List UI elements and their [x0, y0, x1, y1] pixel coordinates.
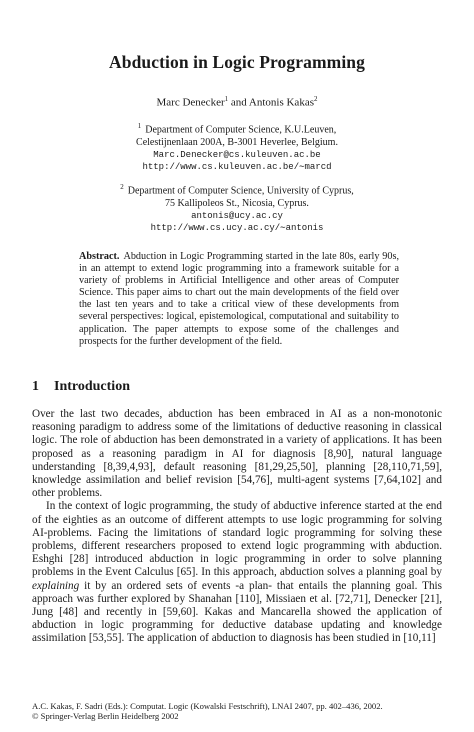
affiliation-email: antonis@ucy.ac.cy: [191, 210, 283, 221]
author-line: [0, 95, 474, 109]
section-number: 1: [32, 379, 39, 394]
affiliation-email: Marc.Denecker@cs.kuleuven.ac.be: [153, 149, 321, 160]
affiliation-line: $^2$ Department of Computer Science, University of Cyprus,: [120, 183, 354, 197]
body-text: [32, 408, 442, 646]
emphasis: explaining: [32, 579, 80, 592]
affiliation-url: http://www.cs.kuleuven.ac.be/∼marcd: [142, 161, 332, 172]
citation-line: A.C. Kakas, F. Sadri (Eds.): Computat. Logic (Kowalski Festschrift), LNAI 2407, pp. 402–436, 2002.: [32, 701, 383, 711]
affiliation-line: 75 Kallipoleos St., Nicosia, Cyprus.: [165, 197, 309, 209]
author-name: Marc Denecker: [156, 96, 225, 109]
paper-title: Abduction in Logic Programming: [109, 52, 365, 72]
page-footer: [32, 701, 452, 722]
affiliation-marker: 2: [120, 183, 124, 191]
affiliation-marker: 2: [313, 95, 318, 103]
affiliation-line: $^1$ Department of Computer Science, K.U.Leuven,: [137, 122, 337, 136]
affiliation-marker: 1: [224, 95, 229, 103]
affiliation-block: [0, 181, 474, 234]
affiliation-block: [0, 120, 474, 173]
abstract-label: Abstract.: [79, 251, 120, 262]
abstract-text: Abduction in Logic Programming started in the late 80s, early 90s, in an attempt to extend logic programming into a framework suitable for a variety of problems in Artificial Intelligence and other areas of Computer Science. This paper aims to chart out the main developments of the field over the last ten years and to take a critical view of these developments from several perspectives: logical, epistemological, computational and suitability to application. The paper attempts to expose some of the challenges and prospects for the further development of the field.: [79, 251, 399, 347]
affiliation-marker: 1: [137, 122, 142, 130]
abstract: [79, 251, 399, 348]
paragraph: Over the last two decades, abduction has been embraced in AI as a non-monotonic reasoning paradigm to address some of the limitations of deductive reasoning in classical logic. The role of abduction has been demonstrated in a variety of applications. It has been proposed as a reasoning paradigm in AI for diagnosis [8,90], natural language understanding [8,39,4,93], default reasoning [81,29,25,50], planning [28,110,71,59], knowledge assimilation and belief revision [54,76], multi-agent systems [7,64,102] and other problems.: [32, 408, 442, 500]
author-conjunction: and: [228, 96, 249, 109]
author-name: Antonis Kakas: [248, 96, 314, 109]
affiliation-url: http://www.cs.ucy.ac.cy/∼antonis: [150, 222, 324, 233]
copyright-line: © Springer-Verlag Berlin Heidelberg 2002: [32, 711, 179, 722]
section-title: Introduction: [54, 379, 130, 394]
paragraph: In the context of logic programming, the study of abductive inference started at the end of the eighties as an outcome of different attempts to use logic programming for solving AI-problems. Facing the limitations of standard logic programming for solving these problems, different researchers proposed to extend logic programming with abduction. Eshghi [28] introduced abduction in logic programming in order to solve planning problems in the Event Calculus [65]. In this approach, abduction solves a planning goal by explaining it by an ordered sets of events -a plan- that entails the planning goal. This approach was further explored by Shanahan [110], Missiaen et al. [72,71], Denecker [21], Jung [48] and recently in [59,60]. Kakas and Mancarella showed the application of abduction in logic programming for deductive database updating and knowledge assimilation [53,55]. The application of abduction to diagnosis has been studied in [10,11]: [32, 500, 442, 645]
section-heading: [32, 379, 130, 395]
affiliation-line: Celestijnenlaan 200A, B-3001 Heverlee, Belgium.: [136, 136, 338, 148]
